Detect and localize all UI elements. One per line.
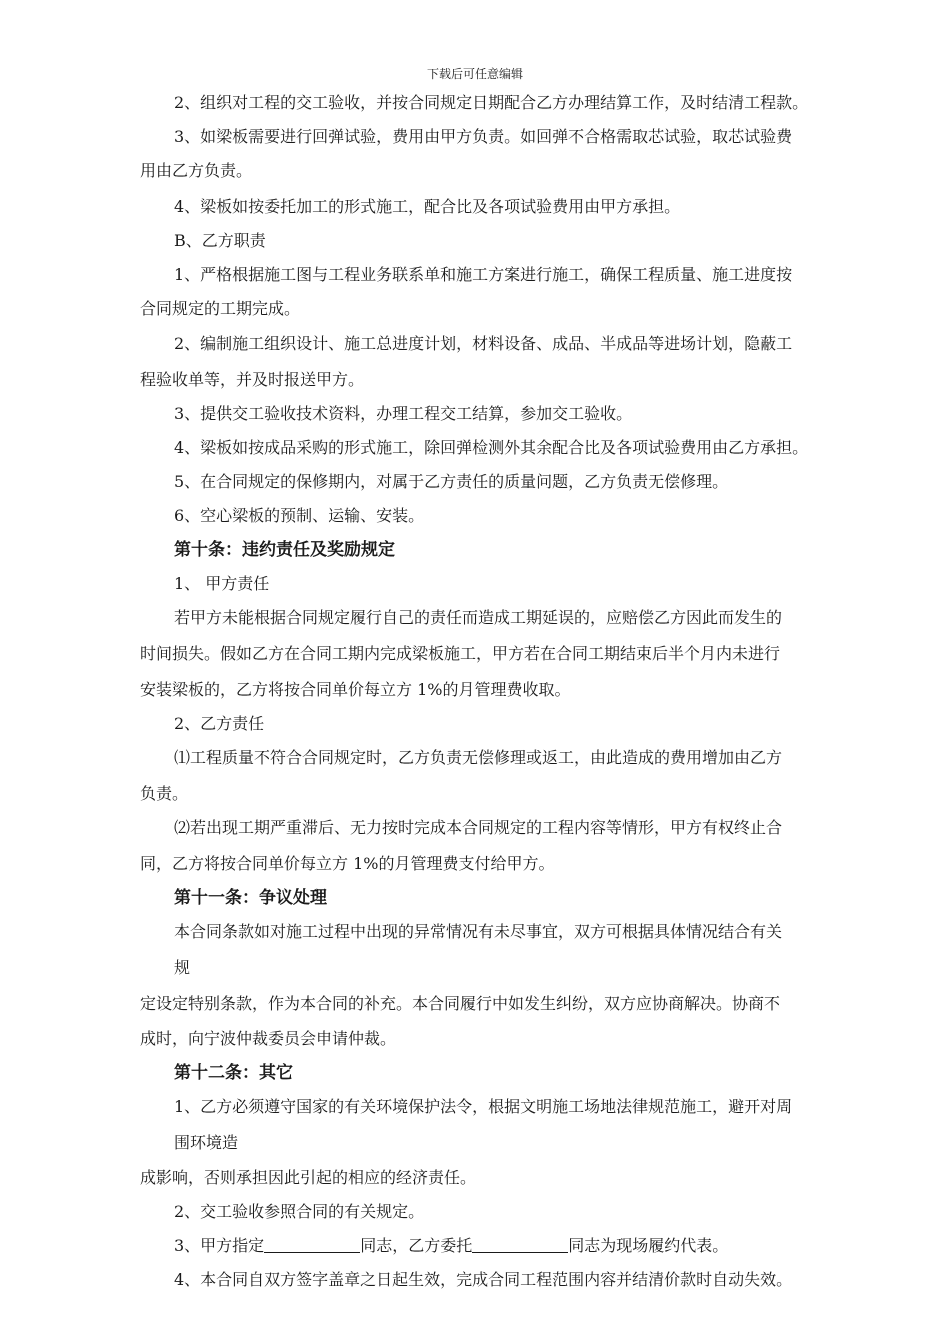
representative-text-a: 3、甲方指定 [174,1236,265,1255]
clause-line: 安装梁板的，乙方将按合同单价每立方 1%的月管理费收取。 [140,680,571,699]
clause-line: 成影响，否则承担因此引起的相应的经济责任。 [140,1168,477,1187]
subsection-title: 1、 甲方责任 [174,574,270,593]
party-b-representative-blank [472,1236,568,1253]
subsection-title: 2、乙方责任 [174,714,265,733]
clause-line: 1、严格根据施工图与工程业务联系单和施工方案进行施工，确保工程质量、施工进度按 [174,265,793,284]
clause-line: 2、组织对工程的交工验收，并按合同规定日期配合乙方办理结算工作，及时结清工程款。 [174,93,809,112]
clause-line: 合同规定的工期完成。 [140,299,301,318]
representative-text-c: 同志为现场履约代表。 [568,1236,729,1255]
clause-line: 4、梁板如按委托加工的形式施工，配合比及各项试验费用由甲方承担。 [174,197,681,216]
clause-line: 6、空心梁板的预制、运输、安装。 [174,506,425,525]
clause-line: 5、在合同规定的保修期内，对属于乙方责任的质量问题，乙方负责无偿修理。 [174,472,729,491]
clause-line: 若甲方未能根据合同规定履行自己的责任而造成工期延误的，应赔偿乙方因此而发生的 [174,608,783,627]
clause-line: 4、梁板如按成品采购的形式施工，除回弹检测外其余配合比及各项试验费用由乙方承担。 [174,438,809,457]
representative-text-b: 同志，乙方委托 [360,1236,473,1255]
clause-line: 3、如梁板需要进行回弹试验，费用由甲方负责。如回弹不合格需取芯试验，取芯试验费 [174,127,793,146]
section-heading-11: 第十一条：争议处理 [174,888,327,908]
clause-line: 同，乙方将按合同单价每立方 1%的月管理费支付给甲方。 [140,854,555,873]
clause-line: 成时，向宁波仲裁委员会申请仲裁。 [140,1029,397,1048]
clause-line: 程验收单等，并及时报送甲方。 [140,370,365,389]
clause-line: 2、编制施工组织设计、施工总进度计划，材料设备、成品、半成品等进场计划，隐蔽工 [174,334,793,353]
clause-line: 1、乙方必须遵守国家的有关环境保护法令，根据文明施工场地法律规范施工，避开对周 [174,1097,793,1116]
clause-line: ⑴工程质量不符合合同规定时，乙方负责无偿修理或返工，由此造成的费用增加由乙方 [174,748,783,767]
clause-line: 时间损失。假如乙方在合同工期内完成梁板施工，甲方若在合同工期结束后半个月内未进行 [140,644,781,663]
clause-line: 用由乙方负责。 [140,161,253,180]
subsection-title: B、乙方职责 [174,231,266,250]
clause-line: 负责。 [140,784,189,803]
clause-line: 2、交工验收参照合同的有关规定。 [174,1202,425,1221]
clause-line: 本合同条款如对施工过程中出现的异常情况有未尽事宜，双方可根据具体情况结合有关 [174,922,783,941]
header-note: 下载后可任意编辑 [426,67,523,81]
clause-line: 3、提供交工验收技术资料，办理工程交工结算，参加交工验收。 [174,404,633,423]
party-a-representative-blank [264,1236,360,1253]
representative-line [174,1234,728,1258]
clause-line: 围环境造 [174,1133,239,1152]
clause-line: ⑵若出现工期严重滞后、无力按时完成本合同规定的工程内容等情形，甲方有权终止合 [174,818,783,837]
section-heading-12: 第十二条：其它 [174,1063,293,1083]
clause-line: 规 [174,958,191,977]
section-heading-10: 第十条：违约责任及奖励规定 [174,540,395,560]
clause-line: 4、本合同自双方签字盖章之日起生效，完成合同工程范围内容并结清价款时自动失效。 [174,1270,793,1289]
clause-line: 定设定特别条款，作为本合同的补充。本合同履行中如发生纠纷，双方应协商解决。协商不 [140,994,781,1013]
